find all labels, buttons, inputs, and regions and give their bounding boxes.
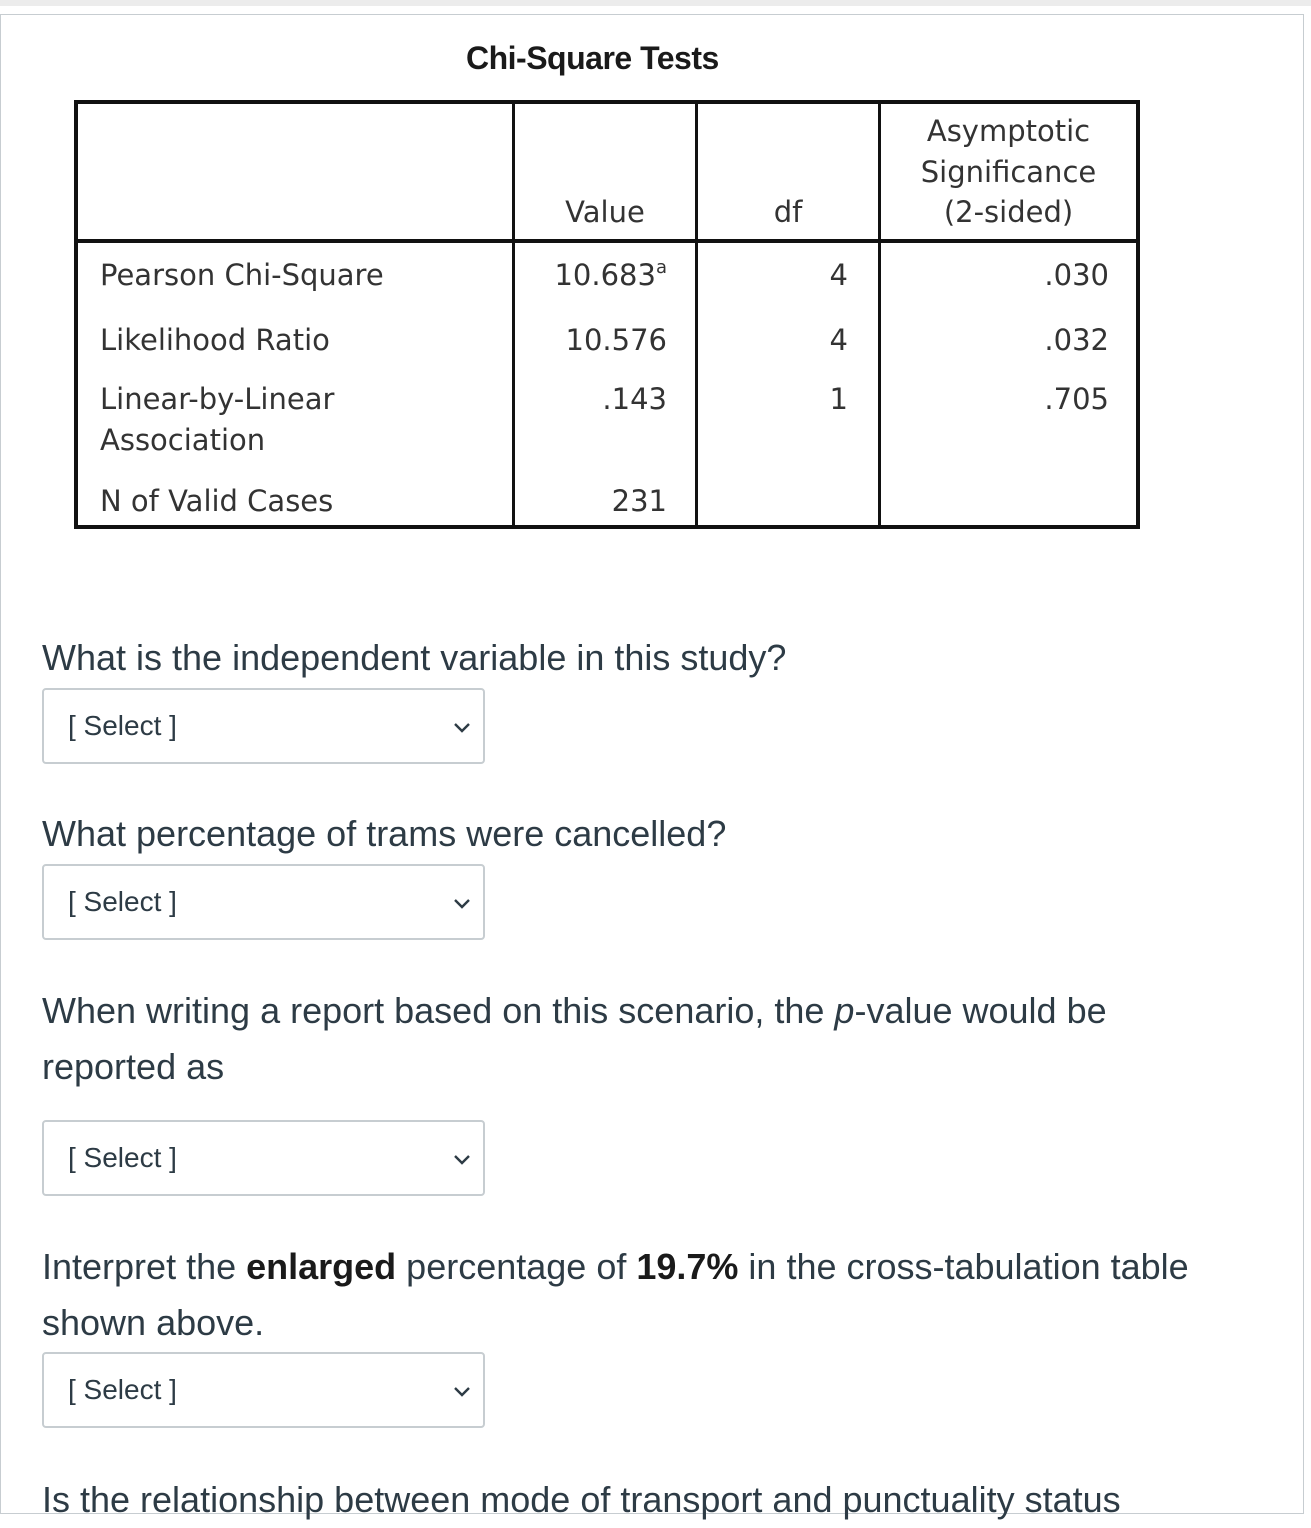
column-divider (695, 104, 698, 525)
question-1: What is the independent variable in this study? (42, 637, 787, 678)
question-3 (42, 983, 1202, 1095)
chevron-down-icon (451, 716, 473, 738)
interpret-percentage-select[interactable] (42, 1352, 485, 1428)
column-divider (512, 104, 515, 525)
row-value (515, 255, 667, 296)
row-label: N of Valid Cases (100, 484, 334, 518)
select-value: [ Select ] (68, 886, 177, 917)
top-strip (0, 0, 1311, 6)
question-text: Interpret the (42, 1246, 247, 1287)
header-sig-line2: Significance (920, 154, 1097, 189)
select-value: [ Select ] (68, 1374, 177, 1405)
chevron-down-icon (451, 1148, 473, 1170)
row-label: Likelihood Ratio (100, 323, 330, 357)
bold-word: enlarged (246, 1246, 397, 1287)
row-label: Pearson Chi-Square (100, 258, 384, 292)
row-df: 4 (829, 258, 848, 292)
row-value: .143 (602, 382, 667, 416)
row-label-line2: Association (100, 422, 266, 457)
row-sig: .705 (1044, 382, 1109, 416)
p-italic: p (834, 990, 855, 1031)
header-value: Value (565, 195, 645, 229)
row-label (100, 379, 334, 460)
row-label-line1: Linear-by-Linear (100, 382, 335, 416)
header-sig-line3: (2-sided) (943, 195, 1074, 230)
question-2: What percentage of trams were cancelled? (42, 813, 727, 854)
question-text: When writing a report based on this scenario, the (42, 990, 835, 1031)
header-divider (78, 239, 1136, 243)
question-text: percentage of (396, 1246, 637, 1287)
question-text: in the cross-tabulation table shown above. (42, 1246, 1189, 1343)
header-sig-line1: Asymptotic (926, 114, 1091, 148)
chevron-down-icon (451, 892, 473, 914)
row-value: 10.576 (565, 323, 667, 357)
select-value: [ Select ] (68, 1142, 177, 1173)
row-df: 4 (829, 323, 848, 357)
row-sig: .030 (1044, 258, 1109, 292)
independent-variable-select[interactable] (42, 688, 485, 764)
question-text: -value would be reported as (42, 990, 1107, 1087)
value-text: 10.683 (554, 258, 656, 292)
header-significance (881, 111, 1136, 233)
table-title: Chi-Square Tests (466, 40, 719, 76)
bold-percentage: 19.7% (636, 1246, 739, 1287)
question-5: Is the relationship between mode of transport and punctuality status (42, 1479, 1121, 1520)
row-sig: .032 (1044, 323, 1109, 357)
chi-square-table (74, 100, 1140, 529)
footnote-marker: a (655, 257, 667, 278)
chevron-down-icon (451, 1380, 473, 1402)
row-value: 231 (611, 484, 667, 518)
row-df: 1 (829, 382, 848, 416)
select-value: [ Select ] (68, 710, 177, 741)
question-4 (42, 1239, 1262, 1351)
p-value-report-select[interactable] (42, 1120, 485, 1196)
header-df: df (773, 195, 803, 229)
cancelled-percentage-select[interactable] (42, 864, 485, 940)
